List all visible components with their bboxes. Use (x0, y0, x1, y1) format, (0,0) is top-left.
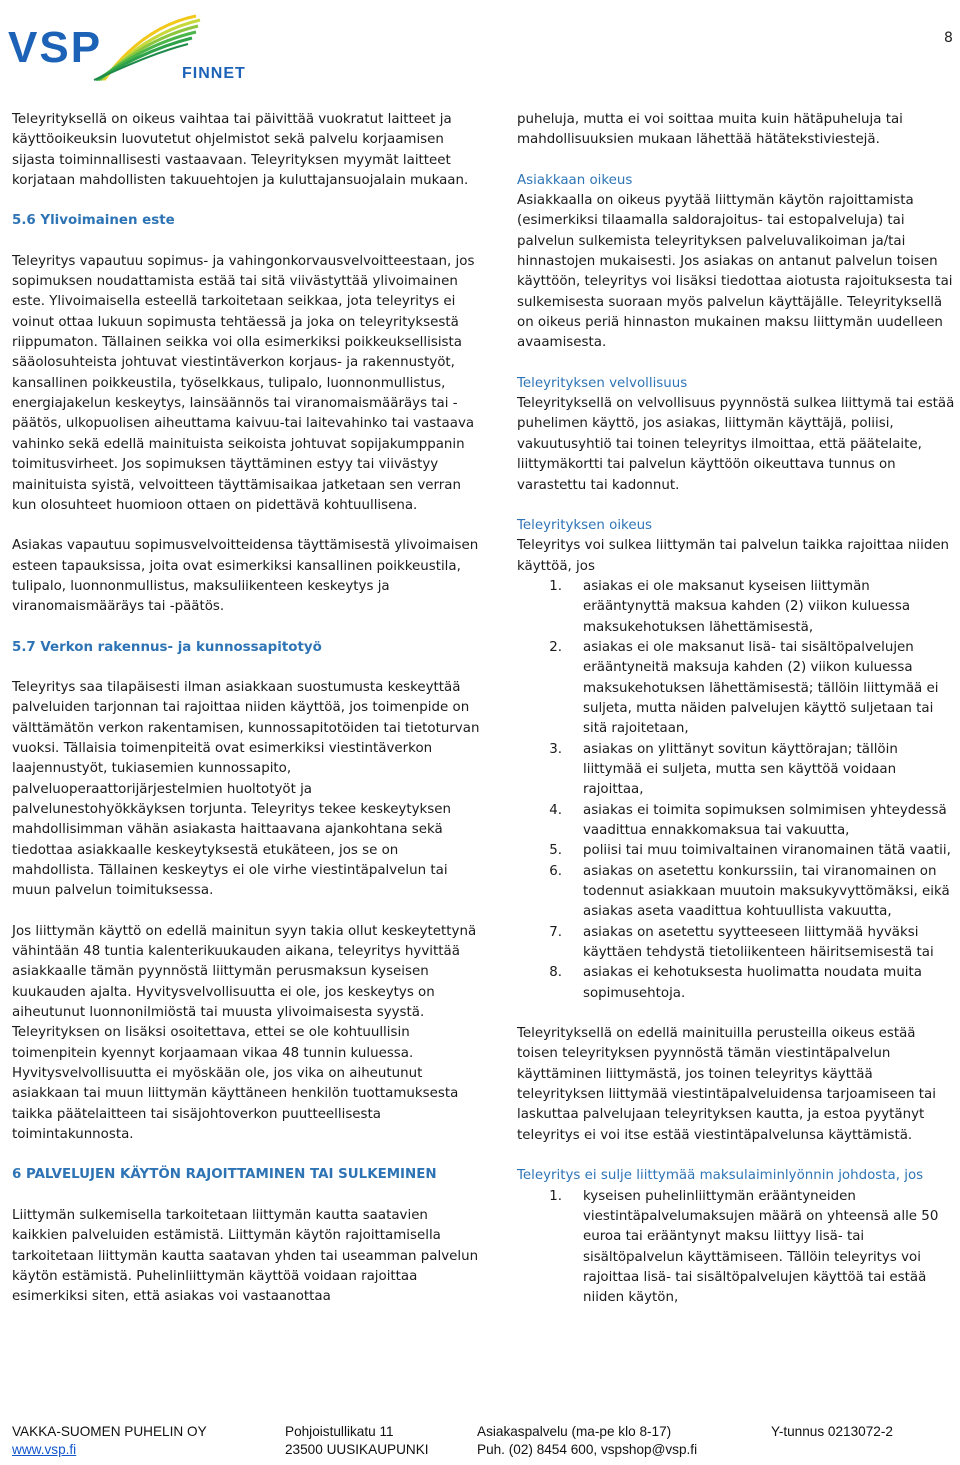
heading-5-7: 5.7 Verkon rakennus- ja kunnossapitotyö (12, 639, 322, 655)
paragraph-operator-right: Teleyritys voi sulkea liittymän tai palvelun taikka rajoittaa niiden käyttöä, jos (517, 538, 950, 574)
paragraph-device-replacement: Teleyrityksellä on oikeus vaihtaa tai päivittää vuokratut laitteet ja käyttöoikeuksin luovutetut ohjelmistot sekä palvelu korjaamisen sijasta toiminnallisesti vastaavaan. Teleyrityksen myymät laitteet korjataan mahdollisten takuuehtojen ja kuluttajansuojalain mukaan. (12, 112, 469, 189)
logo-graphic (6, 10, 246, 86)
list-item: 7. asiakas on asetettu syytteeseen liittymää hyväksi käyttäen tehdystä tietoliikenteen häiritsemisestä tai (549, 924, 934, 961)
paragraph-maintenance: Teleyritys saa tilapäisesti ilman asiakkaan suostumusta keskeyttää palveluiden tarjonnan tai rajoittaa niiden käyttöä, jos toimenpide on välttämätön verkon rakentamisen, kunnossapitotöiden tai tietoturvan vuoksi. Tällaisia toimenpiteitä ovat esimerkiksi viestintäverkon laajennustyöt, tukiasemien kunnossapito, palveluoperaattorijärjestelmien huoltotyöt ja palvelunestohyökkäyksen torjunta. Teleyritys tekee keskeytyksen mahdollisimman vähän asiakasta haittaavana ajankohtana sekä tiedottaa asiakkaalle keskeytyksestä etukäteen, jos se on mahdollista. Tällainen keskeytys ei ole virhe viestintäpalvelun tai muun palvelun toimituksessa. (12, 679, 480, 899)
footer-business-id: Y-tunnus 0213072-2 (771, 1424, 893, 1439)
footer-service-title: Asiakaspalvelu (ma-pe klo 8-17) (477, 1424, 672, 1439)
paragraph-closing-definition: Liittymän sulkemisella tarkoitetaan liittymän kautta saatavien kaikkien palveluiden estämistä. Liittymän käytön rajoittamisella tarkoitetaan liittymän kautta saatavan yhden tai useamman palvelun käytön estämistä. Puhelinliittymän käyttöä voidaan rajoittaa esimerkiksi siten, että asiakas voi vastaanottaa (12, 1207, 479, 1305)
heading-operator-obligation: Teleyrityksen velvollisuus (517, 375, 688, 391)
footer-company: VAKKA-SUOMEN PUHELIN OY (12, 1424, 207, 1439)
heading-operator-right: Teleyrityksen oikeus (517, 517, 653, 533)
paragraph-operator-obligation: Teleyrityksellä on velvollisuus pyynnöstä sulkea liittymä tai estää puhelimen käyttö, jos asiakas, liittymän käyttäjä, poliisi, vakuutusyhtiö tai toinen teleyritys ilmoittaa, että päätelaite, liittymäkortti tai palvelun käyttöön oikeuttava tunnus on varastettu tai kadonnut. (517, 396, 955, 493)
no-closing-list (517, 1187, 957, 1309)
list-item: 4. asiakas ei toimita sopimuksen solmimisen yhteydessä vaadittua ennakkomaksua tai vakuutta, (549, 802, 947, 838)
paragraph-force-majeure: Teleyritys vapautuu sopimus- ja vahingonkorvausvelvoitteestaan, jos sopimuksen noudattamista estää tai sitä viivästyttää ylivoimainen este. Ylivoimaisella esteellä tarkoitetaan seikkaa, jota teleyritys ei voinut ottaa lukuun sopimusta tehtäessä ja joka on teleyrityksestä riippumaton. Tällainen seikka voi olla esimerkiksi poikkeuksellisista sääolosuhteista johtuvat viestintäverkon korjaus- ja rakennustyöt, kansallinen poikkeustila, työselkkaus, tulipalo, luonnonmullistus, energiajakelun keskeytys, lainsäännös tai viranomaismääräys tai -päätös, ulkopuolisen aiheuttama kaivuu-tai laitevahinko tai vastaava vahinko sekä edellä mainituista seikoista johtuvat sopijakumppanin toimitusvirheet. Jos sopimuksen täyttäminen estyy tai viivästyy mainituista syistä, velvoitteen täyttämisaikaa jatketaan sen verran kun olosuhteet huomioon ottaen on pidettävä kohtuullisena. (12, 253, 475, 513)
list-item: 8. asiakas ei kehotuksesta huolimatta noudata muita sopimusehtoja. (549, 965, 922, 1001)
heading-5-6: 5.6 Ylivoimainen este (12, 213, 175, 229)
footer-service-contact: Puh. (02) 8454 600, vspshop@vsp.fi (477, 1442, 698, 1457)
vsp-finnet-logo (6, 10, 246, 86)
paragraph-customer-release: Asiakas vapautuu sopimusvelvoitteidensa täyttämisestä ylivoimaisen esteen tapauksissa, joita ovat esimerkiksi kansallinen poikkeustila, tulipalo, luonnonmullistus, maksuliikenteen keskeytys ja viranomaismääräys tai -päätös. (12, 538, 479, 615)
paragraph-other-operator: Teleyrityksellä on edellä mainituilla perusteilla oikeus estää toisen teleyrityksen pyynnöstä tämän viestintäpalvelun käyttäminen liittymästä, jos toinen teleyritys käyttää teleyrityksen liittymää viestintäpalveluidensa tarjoamiseen tai laskuttaa palvelujaan teleyrityksen kautta, ja estoa pyytänyt teleyritys ei voi itse estää viestintäpalvelunsa käyttämistä. (517, 1026, 936, 1143)
logo-subtitle: FINNET (182, 65, 246, 82)
paragraph-emergency-calls: puheluja, mutta ei voi soittaa muita kuin hätäpuheluja tai mahdollisuuksien mukaan lähettää hätätekstiviestejä. (517, 112, 903, 148)
closing-reasons-list (517, 577, 957, 1004)
heading-6: 6 PALVELUJEN KÄYTÖN RAJOITTAMINEN TAI SULKEMINEN (12, 1167, 437, 1183)
list-item: 2. asiakas ei ole maksanut lisä- tai sisältöpalvelujen erääntyneitä maksuja kahden (2) viikon kuluessa maksukehotuksen lähettämisestä; tällöin liittymää ei suljeta, mutta näiden palvelujen käyttö suljetaan tai sitä rajoitetaan, (549, 639, 939, 737)
list-item: 1. asiakas ei ole maksanut kyseisen liittymän erääntynyttä maksua kahden (2) viikon kuluessa maksukehotuksen lähettämisestä, (549, 578, 911, 635)
paragraph-customer-right: Asiakkaalla on oikeus pyytää liittymän käytön rajoittamista (esimerkiksi tilaamalla saldorajoitus- tai estopalveluja) tai palvelun sulkemista teleyrityksen palveluvalikoiman ja/tai hinnastojen mukaisesti. Jos asiakas on antanut palvelun toisen käyttöön, teleyritys voi lisäksi tiedottaa aiotusta rajoituksesta tai sulkemisesta suoraan myös palvelun käyttäjälle. Teleyrityksellä on oikeus periä hinnaston mukainen maksu liittymän uudelleen avaamisesta. (517, 193, 953, 351)
footer-company-block (12, 1423, 207, 1459)
logo-wordmark: VSP (8, 23, 103, 72)
list-item: 3. asiakas on ylittänyt sovitun käyttörajan; tällöin liittymää ei suljeta, mutta sen käyttöä voidaan rajoittaa, (549, 741, 898, 798)
footer-web-link[interactable]: www.vsp.fi (12, 1442, 77, 1457)
paragraph-compensation: Jos liittymän käyttö on edellä mainitun syyn takia ollut keskeytettynä vähintään 48 tuntia kalenterikuukauden aikana, teleyritys hyvittää asiakkaalle tämän pyynnöstä liittymän perusmaksun kyseisen kuukauden ajalta. Hyvitysvelvollisuutta ei ole, jos keskeytys on aiheutunut luonnonilmiöstä tai muusta ylivoimaisesta syystä. Teleyrityksen on lisäksi osoitettava, ettei se ole kohtuullisin toimenpitein kyennyt korjaamaan vikaa 48 tunnin kuluessa. Hyvitysvelvollisuutta ei myöskään ole, jos vika on aiheutunut asiakkaan tai muun liittymän käyttäneen henkilön tuottamuksesta taikka päätelaitteen tai sisäjohtoverkon puutteellisesta toimintakunnosta. (12, 923, 477, 1143)
right-column (517, 110, 957, 1309)
footer-service-block (477, 1423, 697, 1459)
page-number: 8 (944, 30, 953, 46)
left-column (12, 110, 482, 1308)
footer-street: Pohjoistullikatu 11 (285, 1424, 394, 1439)
list-item: 5. poliisi tai muu toimivaltainen viranomainen tätä vaatii, (549, 843, 951, 859)
list-item: 1. kyseisen puhelinliittymän erääntyneiden viestintäpalvelumaksujen määrä on yhteensä alle 50 euroa tai erääntynyt maksu liittyy lisä- tai sisältöpalvelun käyttämiseen. Tällöin teleyritys voi rajoittaa lisä- tai sisältöpalvelujen käyttöä tai estää niiden käytön, (549, 1188, 939, 1306)
heading-customer-right: Asiakkaan oikeus (517, 172, 633, 188)
footer-address-block (285, 1423, 429, 1459)
heading-no-closing: Teleyritys ei sulje liittymää maksulaiminlyönnin johdosta, jos (517, 1168, 924, 1184)
footer-city: 23500 UUSIKAUPUNKI (285, 1442, 429, 1457)
list-item: 6. asiakas on asetettu konkurssiin, tai viranomainen on todennut asiakkaan muutoin maksukyvyttömäksi, eikä asiakas aseta vaadittua kohtuullista vakuutta, (549, 863, 950, 920)
